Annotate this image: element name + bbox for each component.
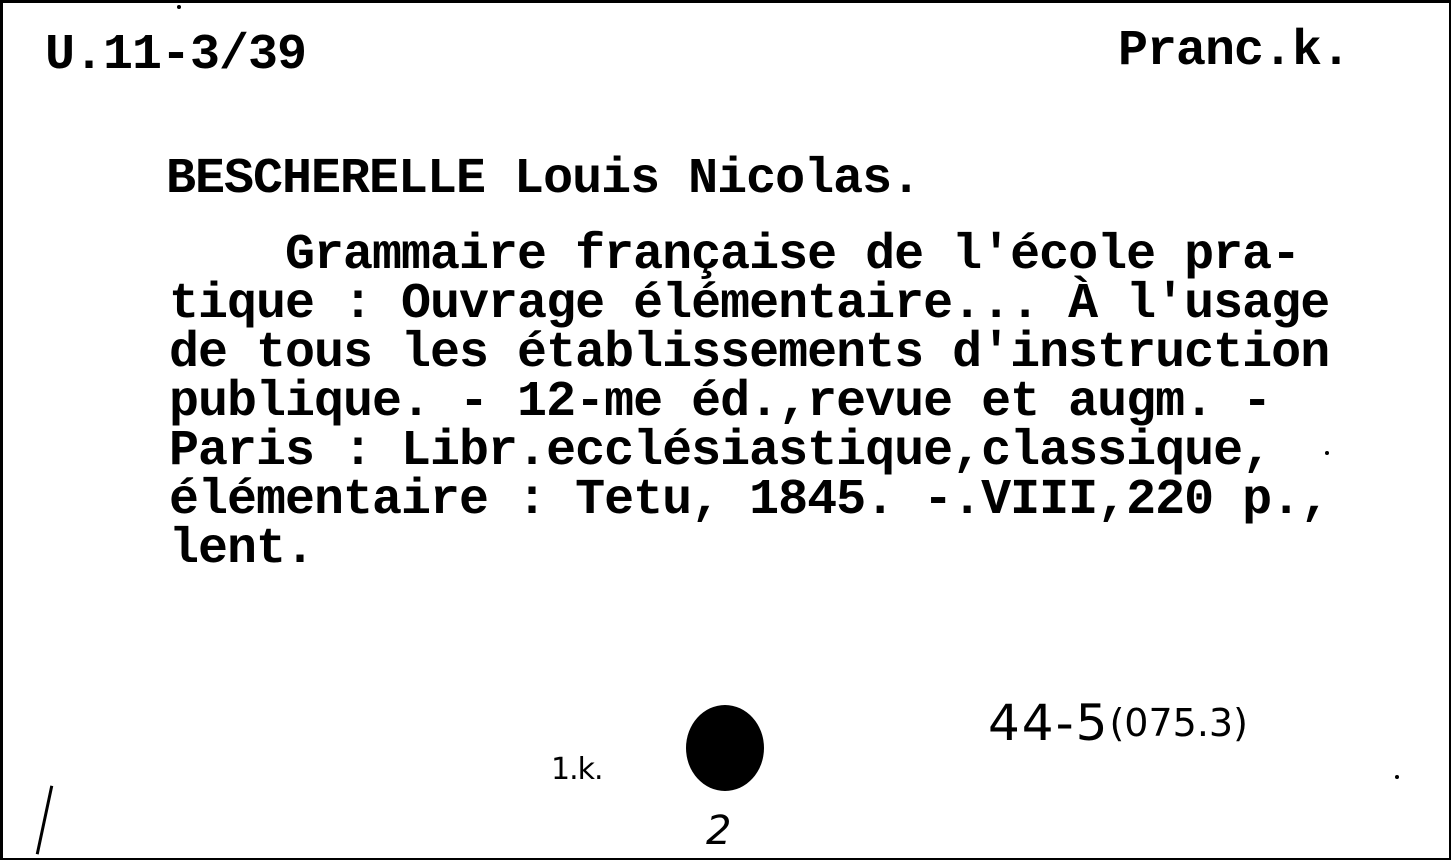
call-number: U.11-3/39: [45, 27, 307, 84]
bibliographic-description: [169, 227, 1330, 578]
stray-dot: [1325, 451, 1329, 455]
class-number-paren: (075.3): [1109, 701, 1248, 745]
description-line: élémentaire : Tetu, 1845. -.VIII,220 p.,: [169, 472, 1330, 529]
location-code: Pranc.k.: [1118, 23, 1351, 80]
description-line: publique. - 12-me éd.,revue et augm. -: [169, 374, 1272, 431]
stray-dot: [177, 5, 181, 9]
class-number-main: 44-5: [988, 694, 1110, 752]
margin-pencil-mark: [36, 785, 53, 854]
stray-dot: [1395, 775, 1399, 779]
author-heading: BESCHERELLE Louis Nicolas.: [166, 151, 921, 208]
handwritten-copy-number: 2: [706, 808, 731, 854]
handwritten-class-number: [988, 694, 1248, 752]
punch-hole: [686, 705, 764, 791]
description-line: Grammaire française de l'école pra-: [169, 227, 1301, 284]
description-line: de tous les établissements d'instruction: [169, 325, 1330, 382]
description-line: Paris : Libr.ecclésiastique,classique,: [169, 423, 1272, 480]
handwritten-note: 1.k.: [551, 752, 603, 787]
description-line: lent.: [169, 521, 315, 578]
description-line: tique : Ouvrage élémentaire... À l'usage: [169, 276, 1330, 333]
